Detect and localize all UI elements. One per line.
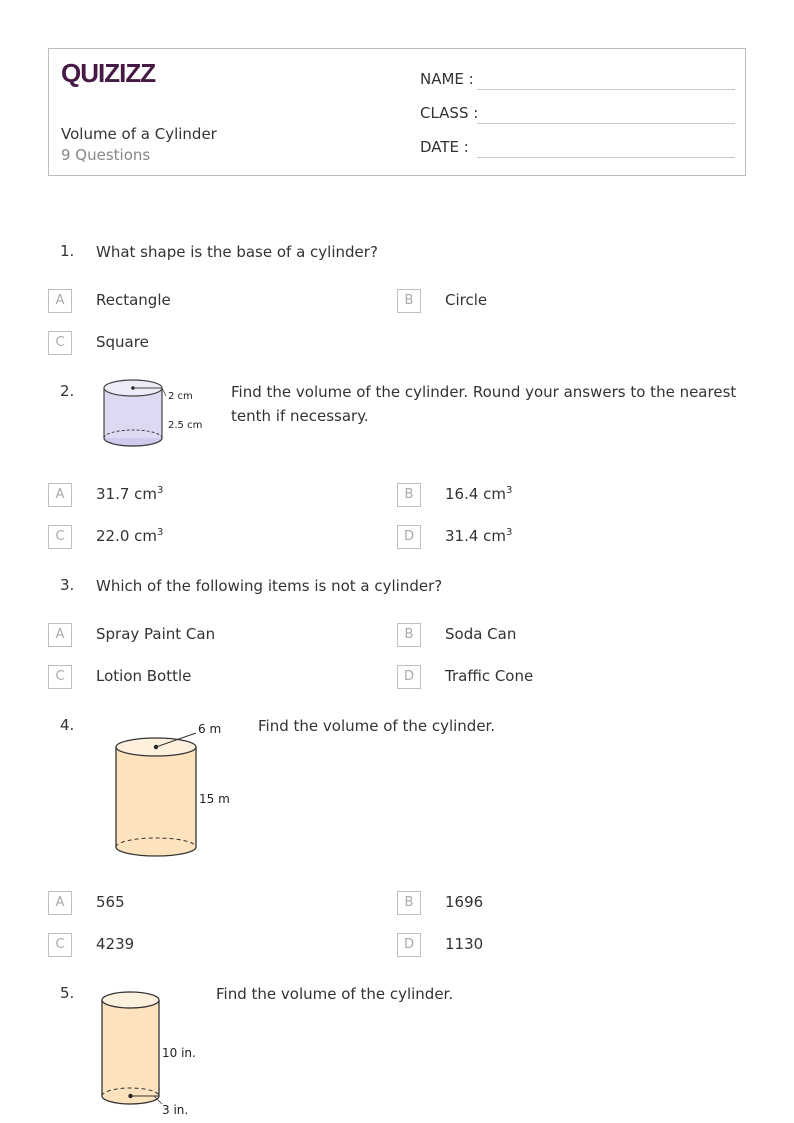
class-label: CLASS : bbox=[420, 104, 479, 122]
option-letter-box[interactable]: A bbox=[48, 623, 72, 647]
question-5-text: Find the volume of the cylinder. bbox=[216, 985, 454, 1003]
option-letter-box[interactable]: A bbox=[48, 483, 72, 507]
option-text bbox=[96, 485, 163, 503]
option-text: 4239 bbox=[96, 935, 135, 953]
question-1-number: 1. bbox=[60, 242, 75, 260]
option-text: Lotion Bottle bbox=[96, 667, 192, 685]
question-4-number: 4. bbox=[60, 716, 75, 734]
worksheet-title: Volume of a Cylinder bbox=[61, 125, 217, 143]
question-3-number: 3. bbox=[60, 576, 75, 594]
quizizz-logo: QUIZIZZ bbox=[61, 58, 156, 88]
radius-label: 2 cm bbox=[168, 391, 193, 402]
option-text: Soda Can bbox=[445, 625, 517, 643]
option-letter-box[interactable]: C bbox=[48, 331, 72, 355]
option-text: Traffic Cone bbox=[445, 667, 534, 685]
option-text bbox=[96, 527, 163, 545]
option-letter-box[interactable]: B bbox=[397, 623, 421, 647]
cylinder-top bbox=[102, 992, 159, 1008]
option-text: Spray Paint Can bbox=[96, 625, 216, 643]
option-text: Square bbox=[96, 333, 149, 351]
superscript-3: 3 bbox=[157, 485, 164, 496]
worksheet-header bbox=[48, 48, 746, 176]
question-3-text: Which of the following items is not a cylinder? bbox=[96, 577, 443, 595]
option-letter-box[interactable]: D bbox=[397, 933, 421, 957]
superscript-3: 3 bbox=[506, 485, 513, 496]
superscript-3: 3 bbox=[506, 527, 513, 538]
option-value: 31.4 cm bbox=[445, 527, 507, 545]
option-value: 31.7 cm bbox=[96, 485, 158, 503]
cylinder-figure-q4 bbox=[110, 716, 250, 862]
superscript-3: 3 bbox=[157, 527, 164, 538]
height-label: 2.5 cm bbox=[168, 420, 203, 431]
option-letter-box[interactable]: A bbox=[48, 891, 72, 915]
question-1-text: What shape is the base of a cylinder? bbox=[96, 243, 378, 261]
option-text: Rectangle bbox=[96, 291, 171, 309]
radius-label: 3 in. bbox=[162, 1103, 189, 1117]
cylinder-figure-q5 bbox=[96, 986, 206, 1120]
option-text: 1696 bbox=[445, 893, 484, 911]
option-text bbox=[445, 485, 512, 503]
option-letter-box[interactable]: B bbox=[397, 289, 421, 313]
cylinder-figure-q2 bbox=[96, 376, 216, 458]
option-letter-box[interactable]: C bbox=[48, 665, 72, 689]
class-field[interactable] bbox=[420, 100, 735, 124]
radius-label: 6 m bbox=[198, 722, 222, 736]
question-count: 9 Questions bbox=[61, 146, 151, 164]
option-letter-box[interactable]: D bbox=[397, 525, 421, 549]
option-text: Circle bbox=[445, 291, 488, 309]
date-label: DATE : bbox=[420, 138, 469, 156]
height-label: 15 m bbox=[199, 792, 230, 806]
date-field[interactable] bbox=[420, 134, 735, 158]
cylinder-body bbox=[116, 747, 196, 847]
option-text: 1130 bbox=[445, 935, 484, 953]
height-label: 10 in. bbox=[162, 1046, 196, 1060]
name-line[interactable] bbox=[477, 89, 735, 90]
option-letter-box[interactable]: A bbox=[48, 289, 72, 313]
cylinder-body bbox=[102, 1000, 159, 1096]
date-line[interactable] bbox=[477, 157, 735, 158]
option-letter-box[interactable]: C bbox=[48, 933, 72, 957]
option-letter-box[interactable]: D bbox=[397, 665, 421, 689]
option-value: 22.0 cm bbox=[96, 527, 158, 545]
option-letter-box[interactable]: C bbox=[48, 525, 72, 549]
question-5-number: 5. bbox=[60, 984, 75, 1002]
option-text: 565 bbox=[96, 893, 125, 911]
option-value: 16.4 cm bbox=[445, 485, 507, 503]
name-field[interactable] bbox=[420, 66, 735, 90]
question-4-text: Find the volume of the cylinder. bbox=[258, 717, 496, 735]
option-letter-box[interactable]: B bbox=[397, 483, 421, 507]
option-text bbox=[445, 527, 512, 545]
class-line[interactable] bbox=[477, 123, 735, 124]
question-2-text: Find the volume of the cylinder. Round your answers to the nearest tenth if necessary. bbox=[231, 383, 737, 425]
option-letter-box[interactable]: B bbox=[397, 891, 421, 915]
name-label: NAME : bbox=[420, 70, 474, 88]
question-2-number: 2. bbox=[60, 382, 75, 400]
